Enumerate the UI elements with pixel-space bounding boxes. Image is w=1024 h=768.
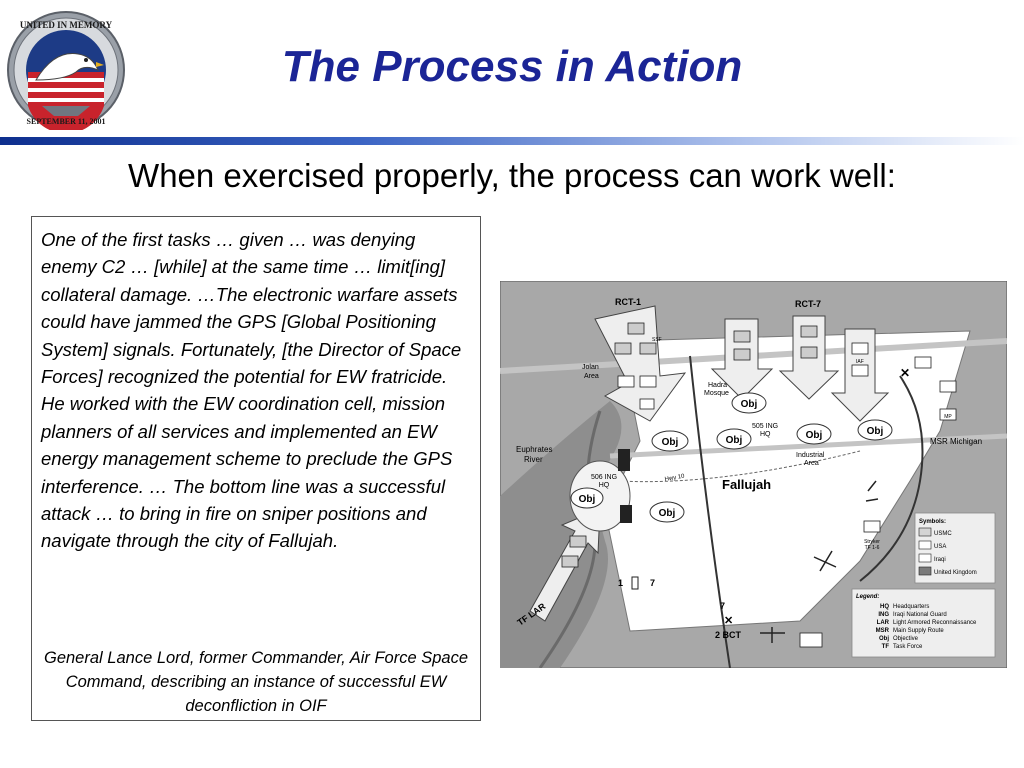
tf-lar-label: TF LAR <box>515 601 548 628</box>
jolan-label-2: Area <box>584 373 599 380</box>
legend-abbr-hq: HQ <box>880 604 889 610</box>
symbol-iraqi: Iraqi <box>934 557 946 563</box>
legend-abbr-ing: ING <box>878 612 889 618</box>
legend-def-tf: Task Force <box>893 644 923 650</box>
legend-def-hq: Headquarters <box>893 604 930 610</box>
unit-7-label: 7 <box>650 578 656 588</box>
legend-abbr-lar: LAR <box>876 620 889 626</box>
iaf-label: IAF <box>856 359 864 365</box>
stryker-label-2: TF 1-6 <box>864 545 880 551</box>
symbols-title: Symbols: <box>919 519 947 525</box>
symbol-usa: USA <box>934 544 947 550</box>
obj-4: Obj <box>740 399 758 410</box>
symbol-uk: United Kingdom <box>934 570 977 576</box>
slide-subtitle: When exercised properly, the process can work well: <box>128 157 896 194</box>
obj-7: Obj <box>866 426 884 437</box>
unit-1-label: 1 <box>618 578 624 588</box>
x-mark-1: ✕ <box>900 366 911 380</box>
x-mark-2: ✕ <box>724 615 734 627</box>
legend-def-ing: Iraqi National Guard <box>893 612 947 618</box>
quote-text: One of the first tasks … given … was denying enemy C2 … [while] at the same time … limit[ing] collateral damage. …The electronic warfare assets could have jammed the GPS [Global Positioning System] signals. Fortunately, [the Director of Space Forces] recognized the potential for EW fratricide. He worked with the EW coordination cell, mission planners of all services and implemented an EW energy management scheme to preclude the GPS interference. … The bottom line was a successful attack … to bring in fire on sniper positions and navigate through the city of Fallujah. <box>41 229 462 552</box>
title-divider <box>0 137 1024 145</box>
legend-abbr-msr: MSR <box>875 628 889 634</box>
fallujah-operations-map <box>500 281 1007 668</box>
legend-title: Legend: <box>856 594 880 600</box>
hadra-label-1: Hadra <box>708 382 728 389</box>
rct7-label: RCT-7 <box>794 299 822 309</box>
quote-attribution: General Lance Lord, former Commander, Air Force Space Command, describing an instance of successful EW deconfliction in OIF <box>44 649 468 715</box>
hq505-line2: HQ <box>760 431 771 438</box>
obj-1: Obj <box>661 437 679 448</box>
rct1-label: RCT-1 <box>614 297 642 307</box>
seal-text-bottom: SEPTEMBER 11, 2001 <box>26 117 106 126</box>
legend-abbr-obj: Obj <box>879 636 889 642</box>
industrial-label-1: Industrial <box>796 452 825 459</box>
seal-text-top: UNITED IN MEMORY <box>19 20 113 30</box>
euphrates-label-2: River <box>524 455 543 464</box>
msr-michigan-label: MSR Michigan <box>930 437 983 446</box>
hq506-line1: 506 ING <box>590 474 618 481</box>
legend-def-lar: Light Armored Reconnaissance <box>893 620 977 626</box>
hadra-label-2: Mosque <box>704 390 729 397</box>
stryker-label-1: Stryker <box>864 539 880 545</box>
hwy10-label: Hwy 10 <box>664 473 686 483</box>
jolan-label-1: Jolan <box>582 364 599 371</box>
industrial-label-2: Area <box>804 460 819 467</box>
hq505-line1: 505 ING <box>752 423 779 430</box>
bct-7-label: 7 <box>720 601 726 611</box>
slide-title: The Process in Action <box>281 42 743 91</box>
quote-box <box>31 216 481 721</box>
legend-def-msr: Main Supply Route <box>893 628 944 634</box>
legend-abbr-tf: TF <box>881 644 889 650</box>
obj-2: Obj <box>578 494 596 505</box>
obj-3: Obj <box>658 508 676 519</box>
bct-label: 2 BCT <box>715 630 742 640</box>
symbol-usmc: USMC <box>934 531 952 537</box>
obj-6: Obj <box>805 430 823 441</box>
ssf-label: SSF <box>652 337 662 343</box>
mp-label: MP <box>944 414 952 420</box>
hq506-line2: HQ <box>598 482 610 489</box>
fallujah-label: Fallujah <box>722 477 772 492</box>
obj-5: Obj <box>725 435 743 446</box>
euphrates-label-1: Euphrates <box>516 445 553 454</box>
legend-def-obj: Objective <box>893 636 919 642</box>
